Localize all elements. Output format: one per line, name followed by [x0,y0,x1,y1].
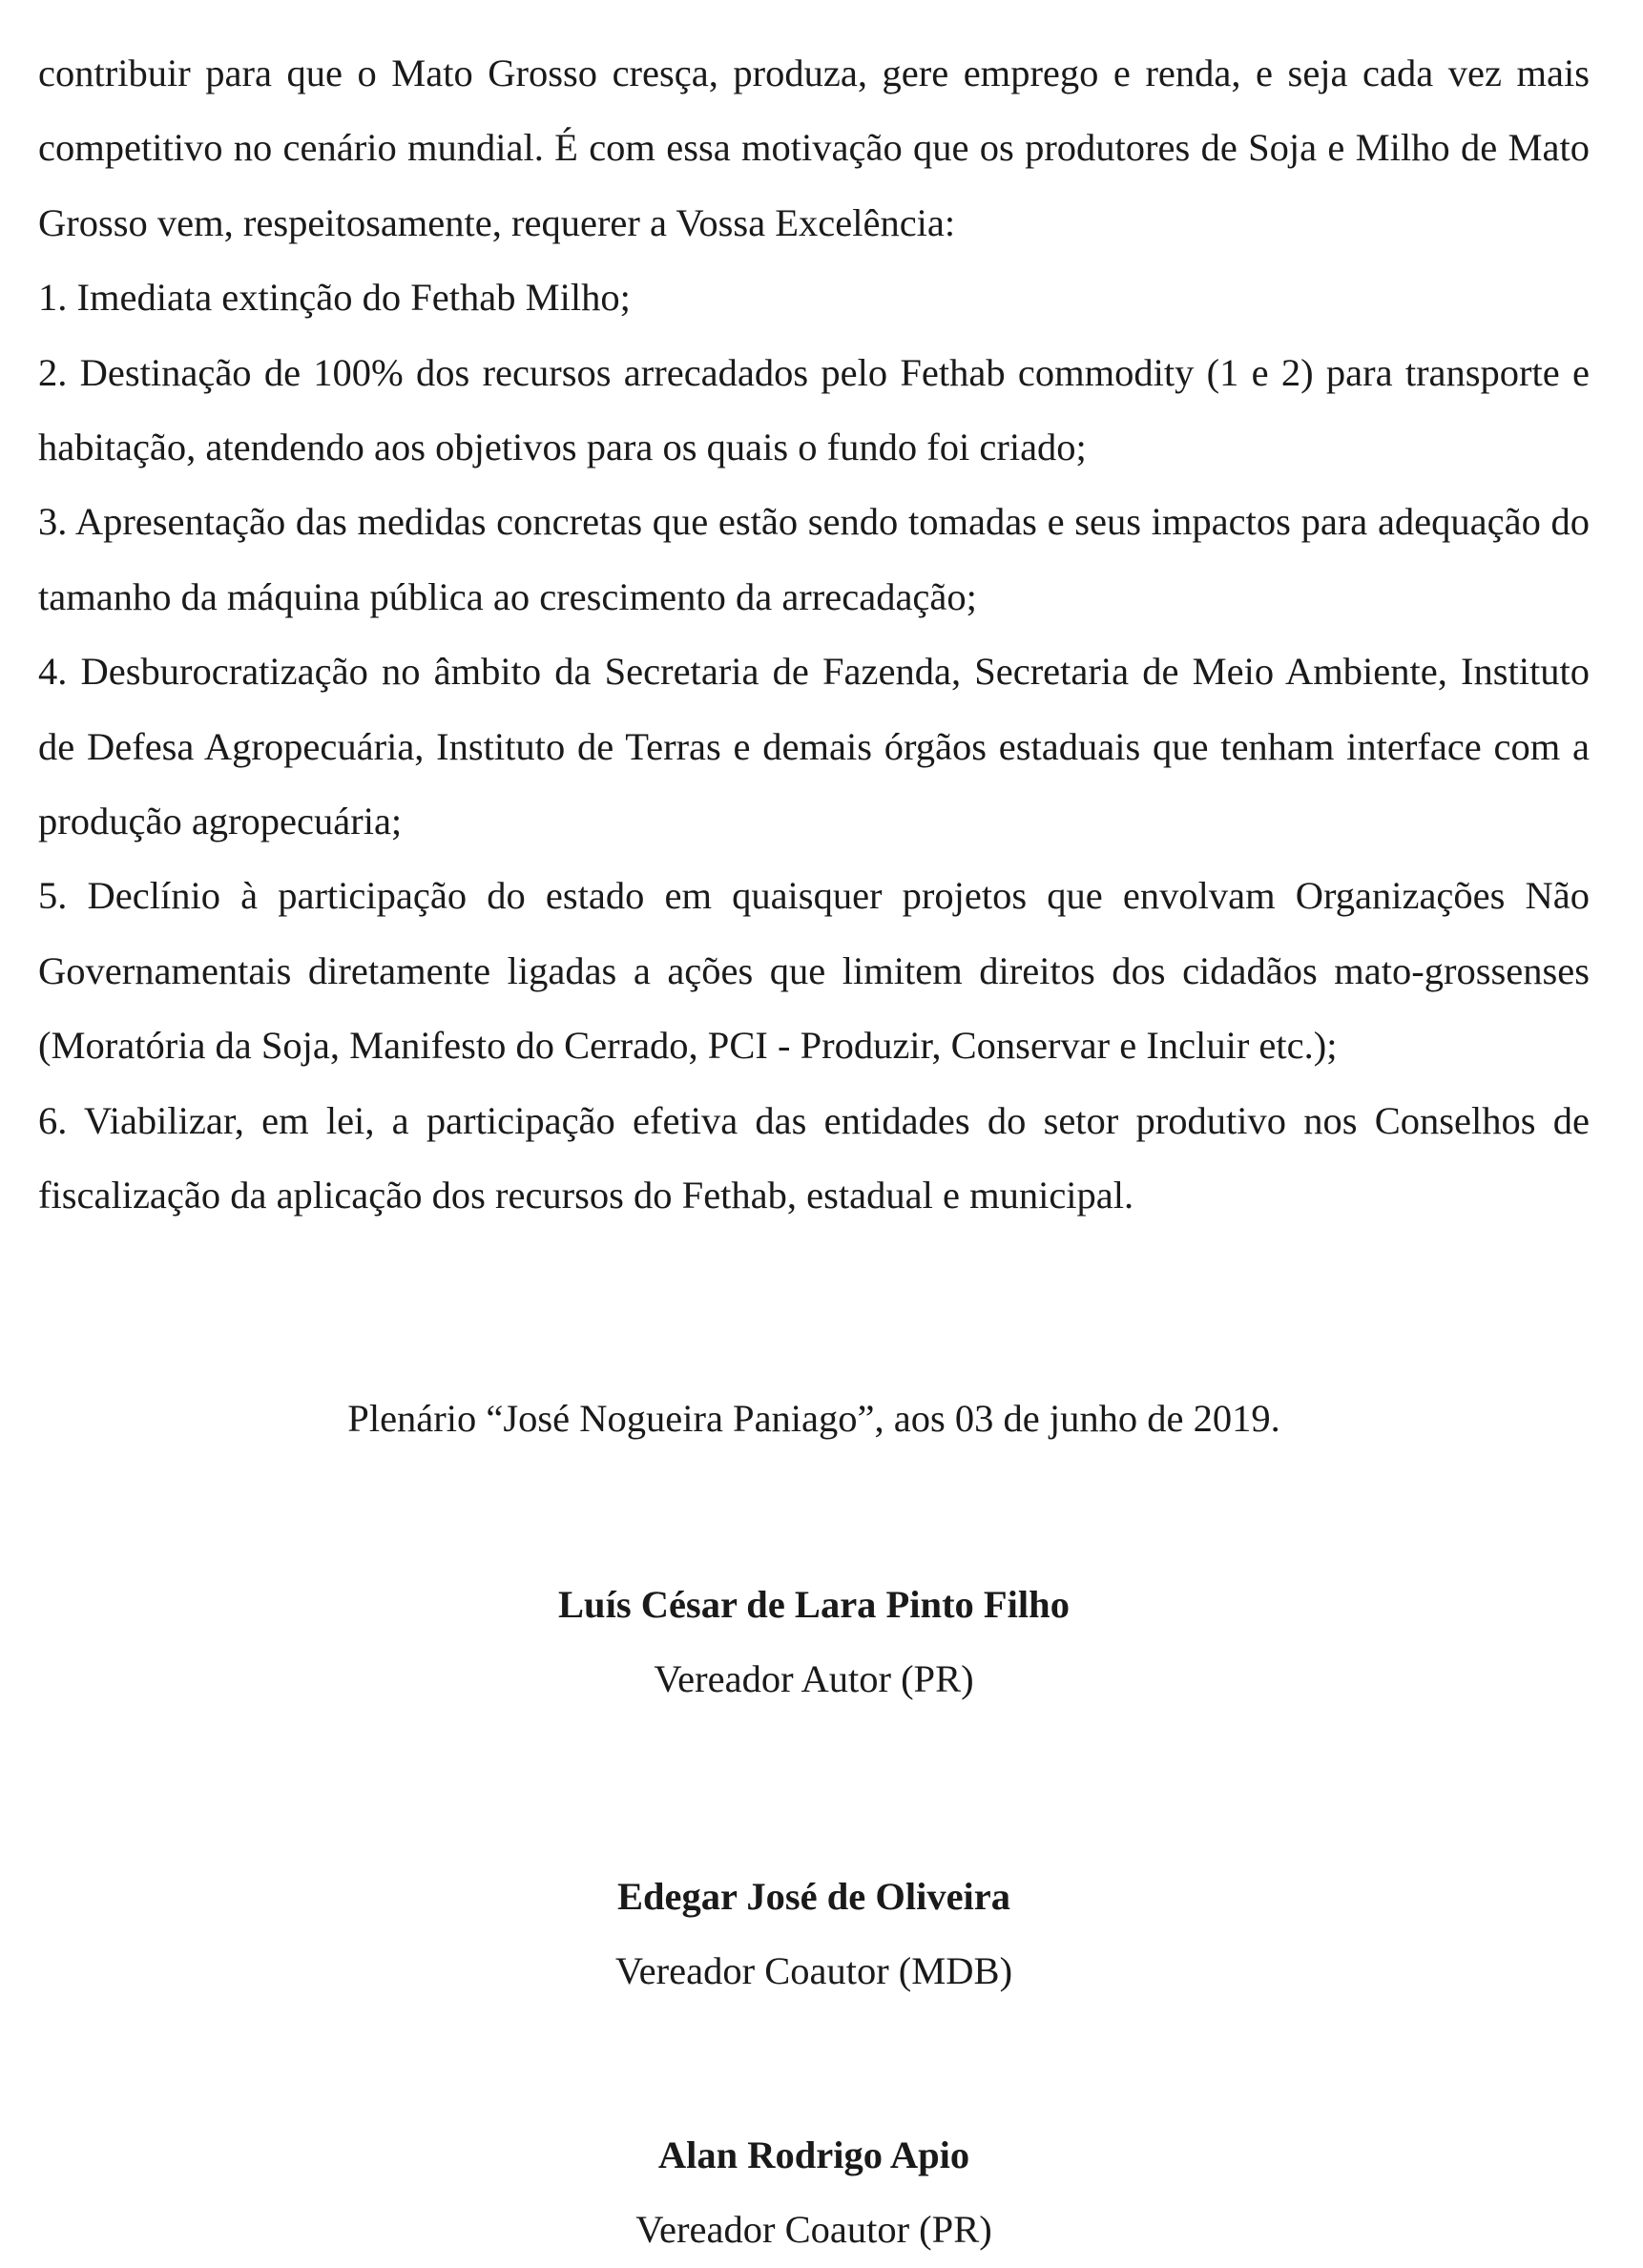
place-and-date: Plenário “José Nogueira Paniago”, aos 03 de junho de 2019. [347,1397,1280,1440]
signature-block-author [38,1568,1590,1717]
document-page [38,36,1590,2252]
signature-name: Luís César de Lara Pinto Filho [558,1583,1070,1626]
signature-name: Alan Rodrigo Apio [657,2133,970,2176]
request-item-4: 4. Desburocratização no âmbito da Secretaria de Fazenda, Secretaria de Meio Ambiente, Instituto de Defesa Agropecuária, Instituto de Terras e demais órgãos estaduais que tenham interface com a produção agropecuária; [38,650,1590,843]
signature-block-coauthor-2 [38,2118,1590,2268]
intro-paragraph: contribuir para que o Mato Grosso cresça, produza, gere emprego e renda, e seja cada vez mais competitivo no cenário mundial. É com essa motivação que os produtores de Soja e Milho de Mato Grosso vem, respeitosamente, requerer a Vossa Excelência: [38,52,1590,244]
request-item-5: 5. Declínio à participação do estado em quaisquer projetos que envolvam Organizações Não Governamentais diretamente ligadas a ações que limitem direitos dos cidadãos mato-grossenses (Moratória da Soja, Manifesto do Cerrado, PCI - Produzir, Conservar e Incluir etc.); [38,874,1590,1068]
request-item-3: 3. Apresentação das medidas concretas que estão sendo tomadas e seus impactos para adequação do tamanho da máquina pública ao crescimento da arrecadação; [38,500,1590,618]
request-item-2: 2. Destinação de 100% dos recursos arrecadados pelo Fethab commodity (1 e 2) para transporte e habitação, atendendo aos objetivos para os quais o fundo foi criado; [38,350,1590,469]
signature-role: Vereador Coautor (PR) [635,2208,992,2252]
signature-block-coauthor-1 [38,1860,1590,2009]
signature-role: Vereador Coautor (MDB) [614,1949,1013,1993]
request-item-6: 6. Viabilizar, em lei, a participação efetiva das entidades do setor produtivo nos Conselhos de fiscalização da aplicação dos recursos do Fethab, estadual e municipal. [38,1098,1590,1217]
signature-name: Edegar José de Oliveira [616,1875,1011,1918]
request-item-1: 1. Imediata extinção do Fethab Milho; [38,276,631,320]
signature-role: Vereador Autor (PR) [654,1657,974,1701]
